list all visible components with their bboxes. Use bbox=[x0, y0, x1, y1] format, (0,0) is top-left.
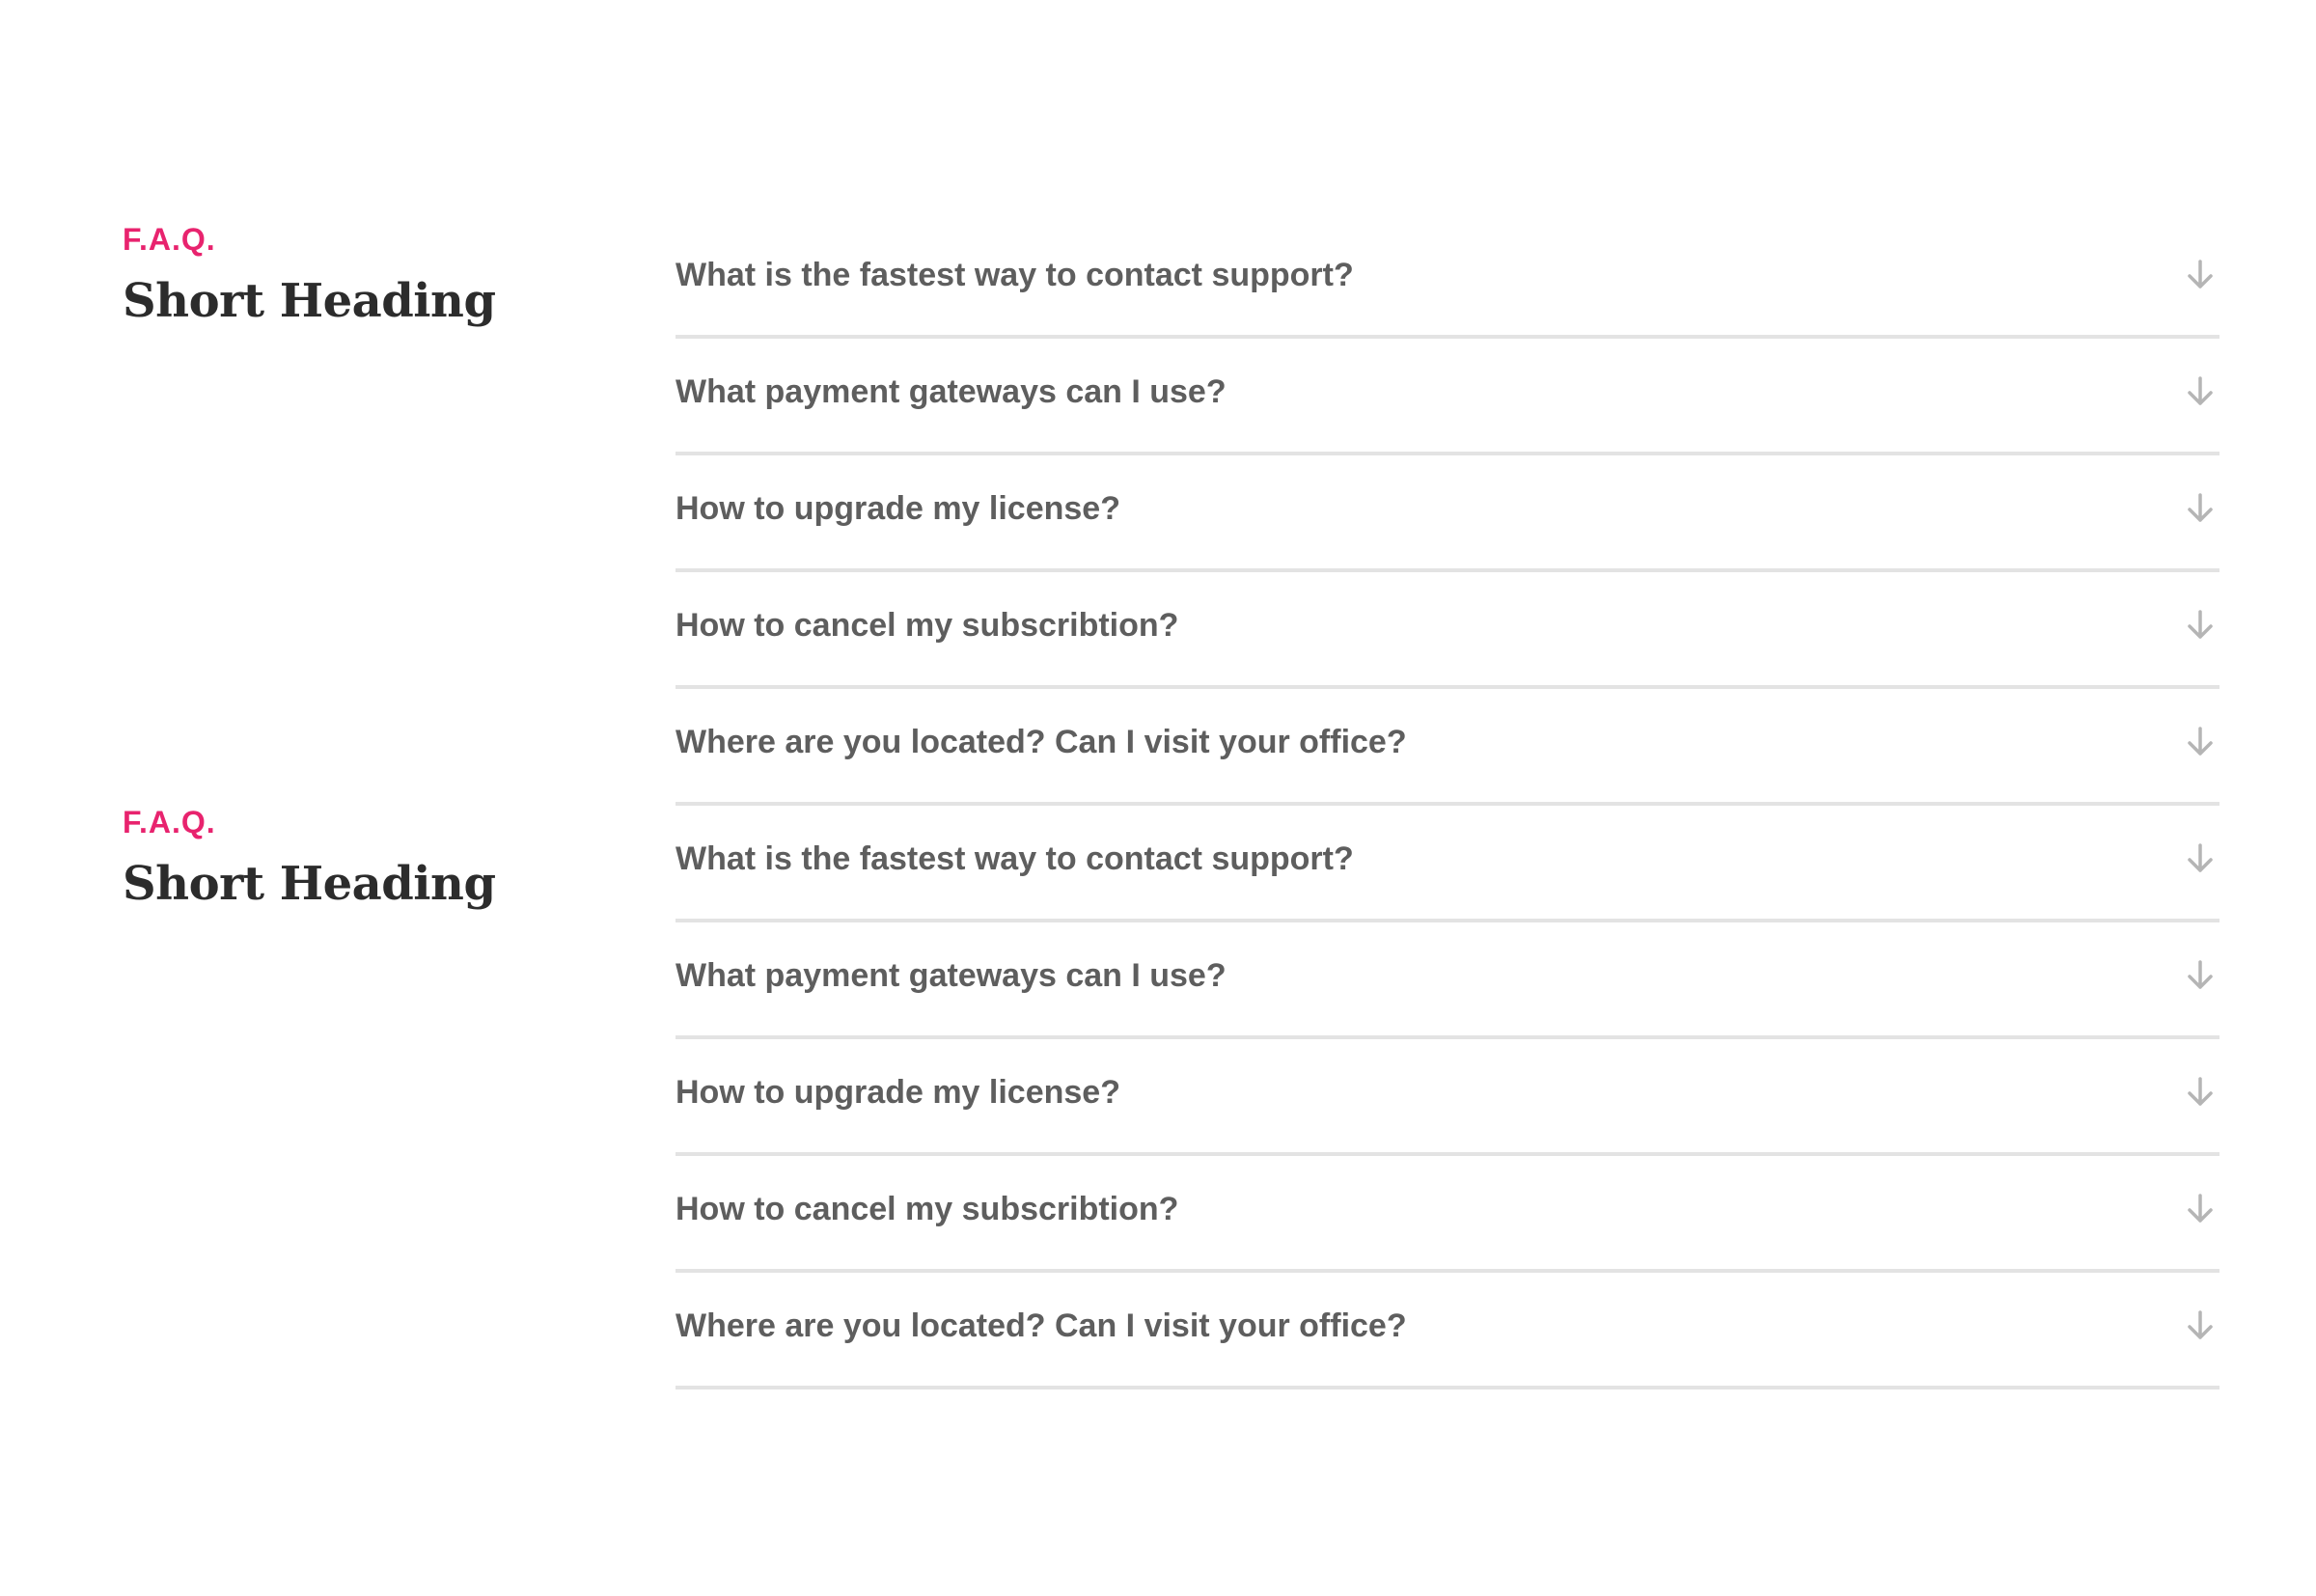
faq-item[interactable] bbox=[676, 1039, 2220, 1156]
faq-item[interactable] bbox=[676, 1273, 2220, 1390]
faq-item[interactable] bbox=[676, 339, 2220, 455]
arrow-down-icon[interactable] bbox=[2181, 1190, 2220, 1228]
faq-accordion bbox=[676, 222, 2220, 1390]
faq-question: What payment gateways can I use? bbox=[676, 372, 1227, 410]
arrow-down-icon[interactable] bbox=[2181, 372, 2220, 411]
faq-question: Where are you located? Can I visit your office? bbox=[676, 1307, 1407, 1344]
arrow-down-icon[interactable] bbox=[2181, 839, 2220, 878]
faq-item[interactable] bbox=[676, 455, 2220, 572]
faq-section-header-2 bbox=[123, 801, 624, 919]
faq-eyebrow: F.A.Q. bbox=[123, 805, 216, 839]
arrow-down-icon[interactable] bbox=[2181, 723, 2220, 761]
faq-item[interactable] bbox=[676, 922, 2220, 1039]
faq-item[interactable] bbox=[676, 572, 2220, 689]
arrow-down-icon[interactable] bbox=[2181, 1073, 2220, 1112]
faq-question: What is the fastest way to contact support? bbox=[676, 256, 1354, 293]
faq-item[interactable] bbox=[676, 689, 2220, 806]
faq-section-header-1 bbox=[123, 218, 624, 336]
faq-item[interactable] bbox=[676, 1156, 2220, 1273]
faq-eyebrow: F.A.Q. bbox=[123, 222, 216, 257]
arrow-down-icon[interactable] bbox=[2181, 256, 2220, 294]
arrow-down-icon[interactable] bbox=[2181, 956, 2220, 995]
section-heading: Short Heading bbox=[123, 274, 496, 328]
arrow-down-icon[interactable] bbox=[2181, 489, 2220, 528]
faq-item[interactable] bbox=[676, 806, 2220, 922]
faq-item[interactable] bbox=[676, 222, 2220, 339]
faq-question: What is the fastest way to contact support? bbox=[676, 839, 1354, 877]
faq-question: How to cancel my subscribtion? bbox=[676, 1190, 1179, 1227]
arrow-down-icon[interactable] bbox=[2181, 1307, 2220, 1345]
faq-question: How to upgrade my license? bbox=[676, 489, 1120, 527]
section-heading: Short Heading bbox=[123, 857, 496, 911]
faq-question: How to upgrade my license? bbox=[676, 1073, 1120, 1111]
faq-question: How to cancel my subscribtion? bbox=[676, 606, 1179, 644]
faq-question: What payment gateways can I use? bbox=[676, 956, 1227, 994]
arrow-down-icon[interactable] bbox=[2181, 606, 2220, 645]
faq-question: Where are you located? Can I visit your office? bbox=[676, 723, 1407, 760]
